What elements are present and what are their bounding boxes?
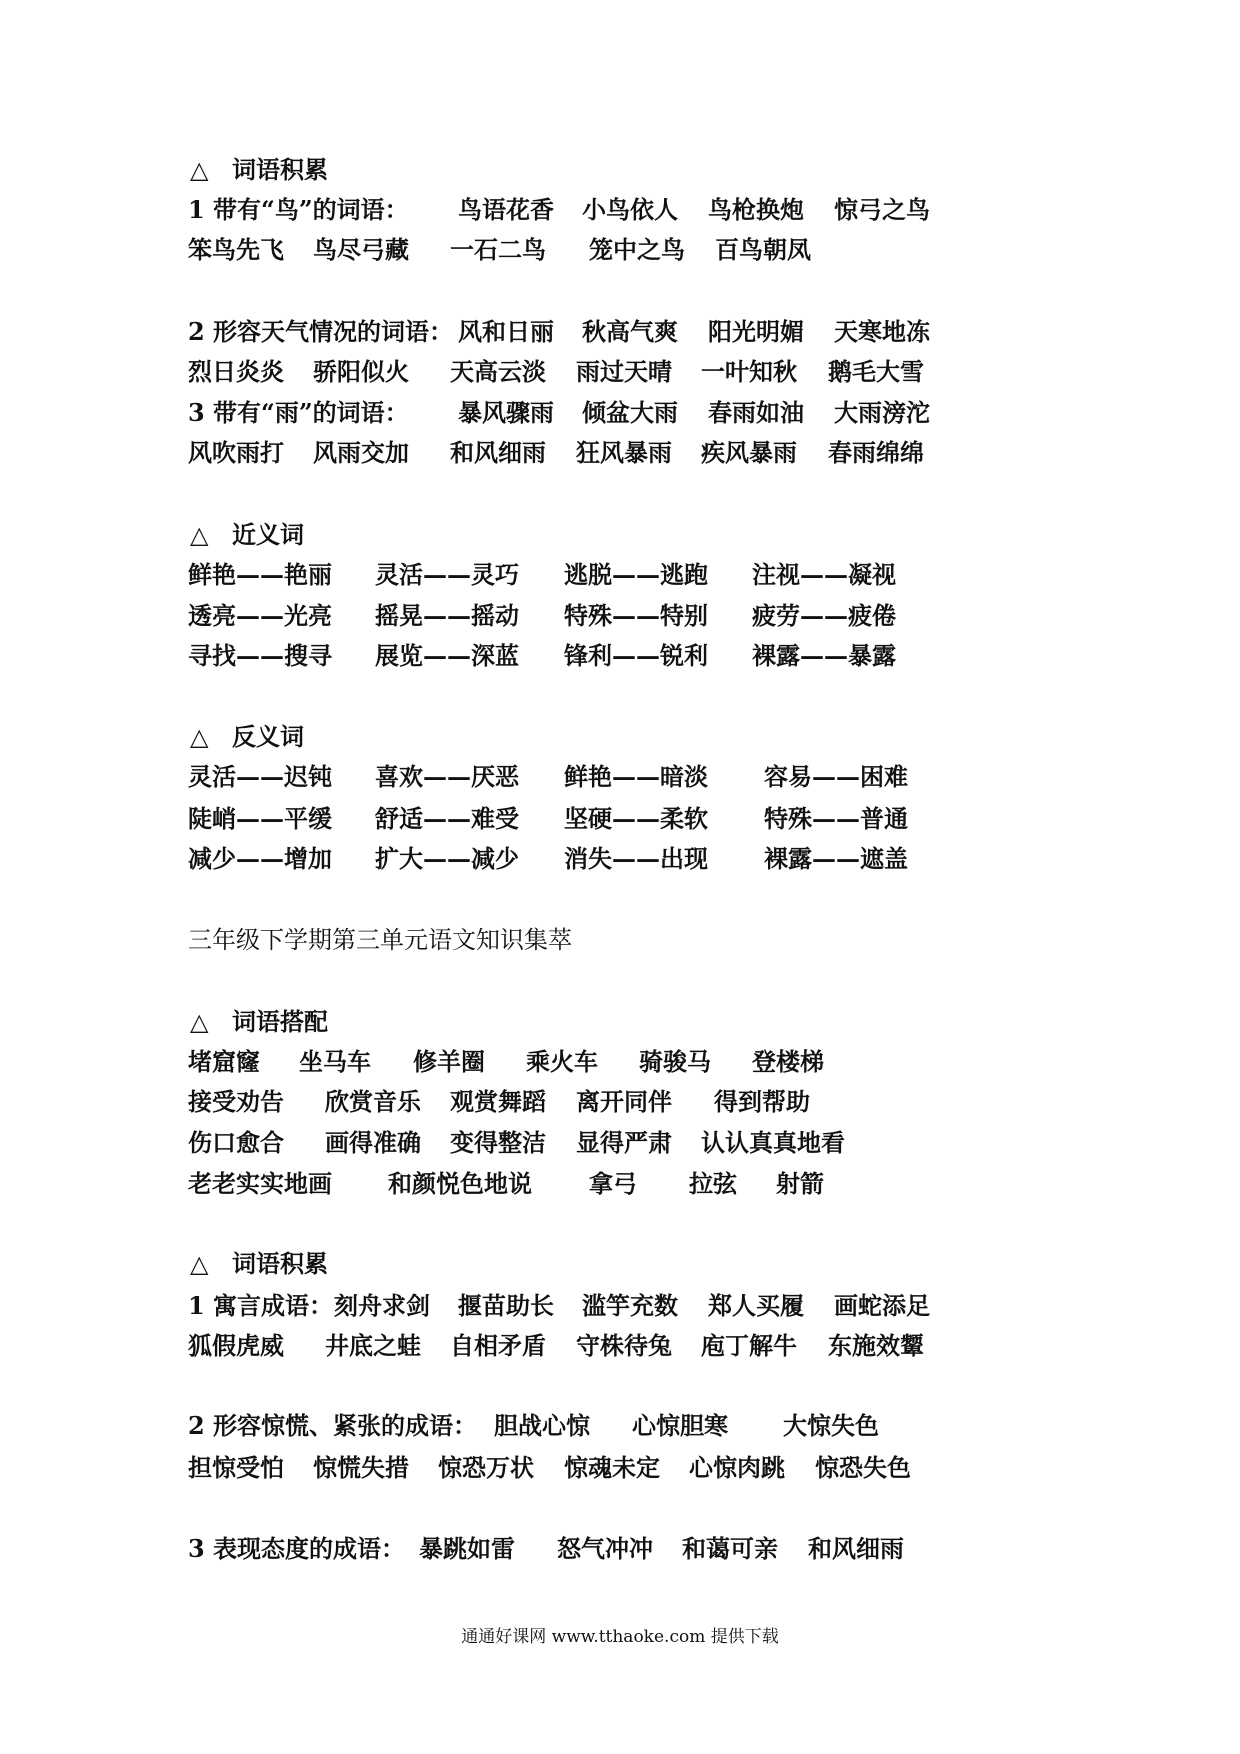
word-row — [0, 1411, 1240, 1441]
word: 担惊受怕 — [188, 1453, 284, 1482]
word: 暴风骤雨 — [458, 398, 554, 427]
word-pair: 舒适——难受 — [375, 804, 519, 833]
section-heading-antonyms — [0, 722, 1240, 752]
word: 郑人买履 — [708, 1291, 804, 1320]
word-pair: 鲜艳——暗淡 — [564, 762, 708, 791]
triangle-marker: △ — [190, 1250, 209, 1278]
word-row — [0, 560, 1240, 590]
word: 变得整洁 — [450, 1128, 546, 1157]
word: 烈日炎炎 — [188, 357, 284, 386]
word: 鸟语花香 — [458, 195, 554, 224]
word: 和风细雨 — [808, 1534, 904, 1563]
word: 画蛇添足 — [834, 1291, 930, 1320]
category-label: 3 带有“雨”的词语： — [188, 398, 409, 427]
word-pair: 疲劳——疲倦 — [752, 601, 896, 630]
word: 小鸟依人 — [582, 195, 678, 224]
word: 乘火车 — [526, 1047, 598, 1076]
triangle-marker: △ — [190, 156, 209, 184]
word-pair: 寻找——搜寻 — [188, 641, 332, 670]
word-pair: 喜欢——厌恶 — [375, 762, 519, 791]
category-label: 1 带有“鸟”的词语： — [188, 195, 409, 224]
word: 骄阳似火 — [313, 357, 409, 386]
word: 离开同伴 — [576, 1087, 672, 1116]
word: 井底之蛙 — [325, 1331, 421, 1360]
triangle-marker: △ — [190, 723, 209, 751]
word-pair: 裸露——暴露 — [752, 641, 896, 670]
word-pair: 鲜艳——艳丽 — [188, 560, 332, 589]
word: 和蔼可亲 — [682, 1534, 778, 1563]
word: 天寒地冻 — [834, 317, 930, 346]
word: 笨鸟先飞 — [188, 235, 284, 264]
word: 春雨绵绵 — [828, 438, 924, 467]
word: 惊弓之鸟 — [834, 195, 930, 224]
word-pair: 锋利——锐利 — [564, 641, 708, 670]
word-pair: 坚硬——柔软 — [564, 804, 708, 833]
word: 心惊胆寒 — [632, 1411, 728, 1440]
word: 鸟枪换炮 — [708, 195, 804, 224]
word: 天高云淡 — [450, 357, 546, 386]
word: 鹅毛大雪 — [828, 357, 924, 386]
word-row — [0, 804, 1240, 834]
word: 东施效颦 — [828, 1331, 924, 1360]
word-row — [0, 1331, 1240, 1361]
word-pair: 特殊——普通 — [764, 804, 908, 833]
unit-title: 三年级下学期第三单元语文知识集萃 — [188, 926, 572, 954]
word: 射箭 — [776, 1169, 824, 1198]
word: 惊魂未定 — [564, 1453, 660, 1482]
word-pair: 摇晃——摇动 — [375, 601, 519, 630]
word: 拉弦 — [689, 1169, 737, 1198]
word-row — [0, 1534, 1240, 1564]
word: 疾风暴雨 — [701, 438, 797, 467]
word: 春雨如油 — [708, 398, 804, 427]
word: 倾盆大雨 — [582, 398, 678, 427]
category-label: 2 形容天气情况的词语： — [188, 317, 454, 346]
word: 秋高气爽 — [582, 317, 678, 346]
word: 守株待兔 — [576, 1331, 672, 1360]
word: 鸟尽弓藏 — [313, 235, 409, 264]
word-row — [0, 1169, 1240, 1199]
category-label: 2 形容惊慌、紧张的成语： — [188, 1411, 478, 1440]
word-row — [0, 641, 1240, 671]
section-title: 反义词 — [232, 722, 304, 751]
word-row — [0, 438, 1240, 468]
unit-title-row — [0, 925, 1240, 955]
word-pair: 陡峭——平缓 — [188, 804, 332, 833]
word: 骑骏马 — [639, 1047, 711, 1076]
word: 心惊肉跳 — [689, 1453, 785, 1482]
word-pair: 注视——凝视 — [752, 560, 896, 589]
word: 大雨滂沱 — [834, 398, 930, 427]
section-heading-vocab — [0, 155, 1240, 185]
word: 老老实实地画 — [188, 1169, 332, 1198]
section-title: 词语积累 — [232, 155, 328, 184]
word: 观赏舞蹈 — [450, 1087, 546, 1116]
word-row — [0, 1087, 1240, 1117]
word-row — [0, 195, 1240, 225]
word: 刻舟求剑 — [334, 1291, 430, 1320]
word-pair: 展览——深蓝 — [375, 641, 519, 670]
page-footer: 通通好课网 www.tthaoke.com 提供下载 — [461, 1627, 779, 1647]
word-row — [0, 398, 1240, 428]
word: 修羊圈 — [413, 1047, 485, 1076]
word-row — [0, 601, 1240, 631]
word: 一石二鸟 — [450, 235, 546, 264]
word: 阳光明媚 — [708, 317, 804, 346]
word: 大惊失色 — [783, 1411, 879, 1440]
word-pair: 减少——增加 — [188, 844, 332, 873]
word-row — [0, 1128, 1240, 1158]
word: 伤口愈合 — [188, 1128, 284, 1157]
word-row — [0, 1047, 1240, 1077]
category-label: 3 表现态度的成语： — [188, 1534, 406, 1563]
word: 风吹雨打 — [188, 438, 284, 467]
section-heading-collocations — [0, 1007, 1240, 1037]
section-heading-vocab — [0, 1249, 1240, 1279]
word: 堵窟窿 — [188, 1047, 260, 1076]
word: 百鸟朝凤 — [715, 235, 811, 264]
word: 揠苗助长 — [458, 1291, 554, 1320]
word-pair: 容易——困难 — [764, 762, 908, 791]
word: 显得严肃 — [576, 1128, 672, 1157]
section-title: 近义词 — [232, 520, 304, 549]
word-pair: 灵活——灵巧 — [375, 560, 519, 589]
category-label: 1 寓言成语： — [188, 1291, 334, 1320]
word-row — [0, 235, 1240, 265]
word: 怒气冲冲 — [557, 1534, 653, 1563]
word-row — [0, 317, 1240, 347]
word: 笼中之鸟 — [589, 235, 685, 264]
triangle-marker: △ — [190, 521, 209, 549]
word: 自相矛盾 — [450, 1331, 546, 1360]
word: 坐马车 — [299, 1047, 371, 1076]
word: 暴跳如雷 — [419, 1534, 515, 1563]
word: 雨过天晴 — [576, 357, 672, 386]
word-row — [0, 1453, 1240, 1483]
triangle-marker: △ — [190, 1008, 209, 1036]
word: 狐假虎威 — [188, 1331, 284, 1360]
word-pair: 特殊——特别 — [564, 601, 708, 630]
word: 和风细雨 — [450, 438, 546, 467]
word: 惊慌失措 — [313, 1453, 409, 1482]
word: 一叶知秋 — [701, 357, 797, 386]
word: 惊恐失色 — [815, 1453, 911, 1482]
word: 和颜悦色地说 — [388, 1169, 532, 1198]
word: 风雨交加 — [313, 438, 409, 467]
section-title: 词语积累 — [232, 1249, 328, 1278]
word: 登楼梯 — [752, 1047, 824, 1076]
word: 狂风暴雨 — [576, 438, 672, 467]
word-row — [0, 1291, 1240, 1321]
word-pair: 消失——出现 — [564, 844, 708, 873]
word-pair: 裸露——遮盖 — [764, 844, 908, 873]
section-heading-synonyms — [0, 520, 1240, 550]
section-title: 词语搭配 — [232, 1007, 328, 1036]
word-row — [0, 762, 1240, 792]
word: 接受劝告 — [188, 1087, 284, 1116]
word-row — [0, 844, 1240, 874]
word: 风和日丽 — [458, 317, 554, 346]
word: 胆战心惊 — [494, 1411, 590, 1440]
word-row — [0, 357, 1240, 387]
word: 认认真真地看 — [701, 1128, 845, 1157]
word-pair: 扩大——减少 — [375, 844, 519, 873]
word: 画得准确 — [325, 1128, 421, 1157]
word: 庖丁解牛 — [701, 1331, 797, 1360]
word: 滥竽充数 — [582, 1291, 678, 1320]
word-pair: 逃脱——逃跑 — [564, 560, 708, 589]
word: 惊恐万状 — [438, 1453, 534, 1482]
word: 欣赏音乐 — [325, 1087, 421, 1116]
word-pair: 透亮——光亮 — [188, 601, 332, 630]
word: 拿弓 — [589, 1169, 637, 1198]
word-pair: 灵活——迟钝 — [188, 762, 332, 791]
word: 得到帮助 — [714, 1087, 810, 1116]
